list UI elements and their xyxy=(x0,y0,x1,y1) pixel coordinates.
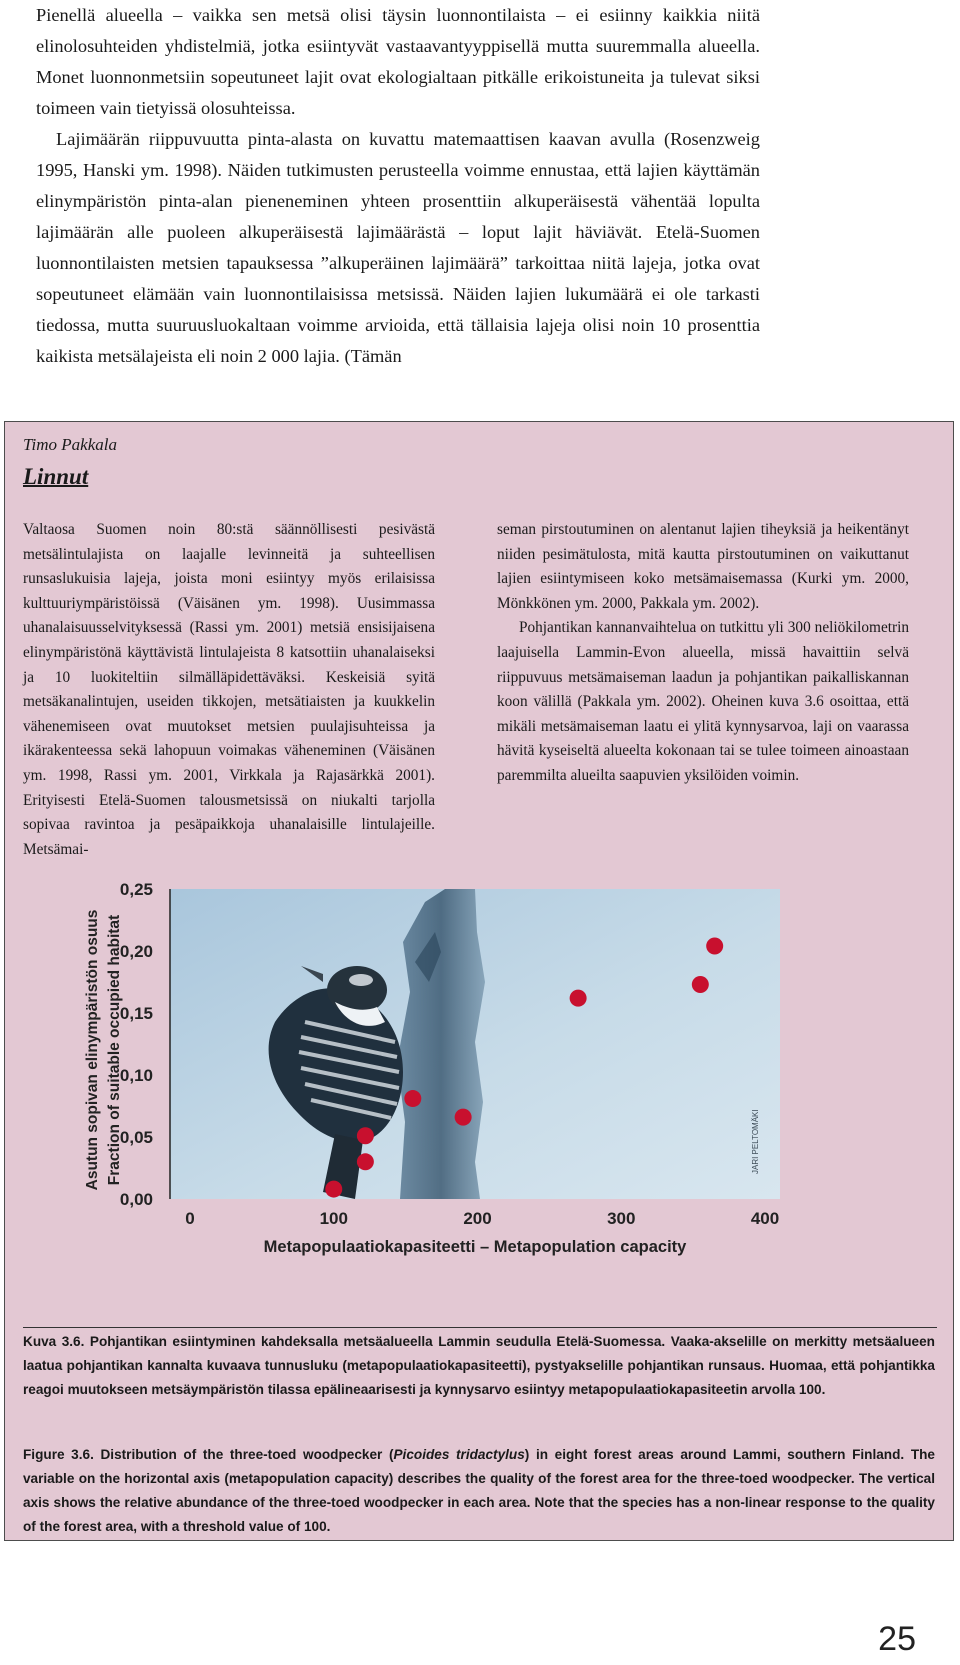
data-point xyxy=(570,990,587,1007)
species-name: Picoides tridactylus xyxy=(393,1447,525,1462)
data-point xyxy=(357,1153,374,1170)
data-point xyxy=(455,1109,472,1126)
x-tick-label: 300 xyxy=(607,1209,636,1228)
y-tick-label: 0,20 xyxy=(119,942,153,961)
y-tick-label: 0,15 xyxy=(119,1004,153,1023)
x-tick-label: 0 xyxy=(185,1209,195,1228)
box-right-column xyxy=(497,518,909,789)
x-axis-label: Metapopulaatiokapasiteetti – Metapopulation capacity xyxy=(263,1238,687,1256)
y-tick-label: 0,00 xyxy=(119,1190,153,1209)
caption-text: Figure 3.6. Distribution of the three-toed woodpecker ( xyxy=(23,1447,394,1462)
paragraph: Pienellä alueella – vaikka sen metsä olisi täysin luonnontilaista – ei esiinny kaikkia niitä elinolosuhteiden yhdistelmiä, jotka esiintyvät vastaavantyyppisellä mutta suuremmalla alueella. Monet luonnonmetsiin sopeutuneet lajit ovat ekologialtaan pitkälle erikoistuneita ja tulevat siksi toimeen vain tietyissä olosuhteissa. xyxy=(36,5,760,118)
y-tick-label: 0,25 xyxy=(119,880,153,899)
data-point xyxy=(404,1090,421,1107)
caption-text: ) in eight forest areas around Lammi, southern Finland. The variable on the horizontal axis (metapopulation capacity) describes the quality of the forest area for the three-toed woodpecker. The vertical axis shows the relative abundance of the three-toed woodpecker in each area. Note that the species has a non-linear response to the quality of the forest area, with a threshold value of 100. xyxy=(23,1447,935,1534)
box-title: Linnut xyxy=(23,464,89,489)
paragraph: Lajimäärän riippuvuutta pinta-alasta on kuvattu matemaattisen kaavan avulla (Rosenzweig 1995, Hanski ym. 1998). Näiden tutkimusten perusteella voimme ennustaa, että lajien käyttämän elinympäristön pinta-alan pieneneminen yhteen prosenttiin alkuperäisestä vähentää lopulta lajimäärän alle puoleen alkuperäisestä lajimäärästä – loput lajit häviävät. Etelä-Suomen luonnontilaisten metsien tapauksessa ”alkuperäinen lajimäärä” tarkoittaa niitä lajeja, jotka ovat sopeutuneet elämään vain luonnontilaisissa metsissä. Näiden lajien lukumäärä ei ole tarkasti tiedossa, mutta suuruusluokaltaan voimme arvioida, että tällaisia lajeja olisi noin 10 prosenttia kaikista metsälajeista eli noin 2 000 lajia. (Tämän xyxy=(36,129,760,366)
data-point xyxy=(325,1181,342,1198)
figure-3-6 xyxy=(5,872,955,1312)
y-tick-label: 0,05 xyxy=(119,1128,153,1147)
x-tick-label: 200 xyxy=(463,1209,492,1228)
figure-caption-fi: Kuva 3.6. Pohjantikan esiintyminen kahdeksalla metsäalueella Lammin seudulla Etelä-Suomessa. Vaaka-akselille on merkitty metsäalueen laatua pohjantikan kannalta kuvaava tunnusluku (metapopulaatiokapasiteetti), pystyakselille pohjantikan runsaus. Huomaa, että pohjantikka reagoi muutokseen metsäympäristön tilassa epälineaarisesti ja kynnysarvo esiintyy metapopulaatiokapasiteetin arvolla 100. xyxy=(23,1334,935,1397)
x-tick-label: 400 xyxy=(750,1209,780,1228)
paragraph: Valtaosa Suomen noin 80:stä säännöllisesti pesivästä metsälintulajista on laajalle levinneitä ja suhteellisen runsaslukuisia lajeja, joista moni esiintyy myös erilaisissa kulttuuriympäristöissä (Väisänen ym. 1998). Uusimmassa uhanalaisuusselvityksessä (Rassi ym. 2001) metsiä ensisijaisena elinympäristönä käyttävistä lintulajeista 8 katsottiin uhanalaiseksi ja 10 luokiteltiin silmälläpidettäväksi. Keskeisiä syitä metsäkanalintujen, useiden tikkojen, metsätiaisten ja kuukkelin vähenemiseen ovat muutokset metsien puulajisuhteissa ja ikärakenteessa sekä lahopuun voimakas väheneminen (Väisänen ym. 1998, Rassi ym. 2001, Virkkala ja Rajasärkkä 2001). Erityisesti Etelä-Suomen talousmetsissä on niukalti tarjolla sopivaa ravintoa ja pesäpaikkoja uhanalaisille lintulajeille. Metsämai- xyxy=(23,521,435,858)
y-tick-label: 0,10 xyxy=(119,1066,153,1085)
photo-credit: JARI PELTOMÄKI xyxy=(751,1109,760,1174)
data-point xyxy=(706,938,723,955)
data-point xyxy=(692,976,709,993)
caption-divider xyxy=(23,1327,937,1328)
paragraph: seman pirstoutuminen on alentanut lajien tiheyksiä ja heikentänyt niiden pesimätulosta, mitä kautta pirstoutuminen on vaikuttanut lajien esiintymiseen koko metsämaisemassa (Kurki ym. 2000, Mönkkönen ym. 2000, Pakkala ym. 2002). xyxy=(497,521,909,612)
data-point xyxy=(357,1127,374,1144)
sidebar-box-birds xyxy=(4,421,954,1541)
paragraph: Pohjantikan kannanvaihtelua on tutkittu yli 300 neliökilometrin laajuisella Lammin-Evon alueella, missä havaittiin selvä riippuvuus metsämaiseman laadun ja pohjantikan paikalliskannan koon välillä (Pakkala ym. 2002). Oheinen kuva 3.6 osoittaa, että mikäli metsämaiseman laatu ei ylitä kynnysarvoa, laji on vaarassa hävitä kyseiseltä alueelta kokonaan tai se tulee toimeen ainoastaan paremmilta alueilta saapuvien yksilöiden voimin. xyxy=(497,619,909,784)
main-text xyxy=(36,0,760,372)
y-axis-label-fi: Asutun sopivan elinympäristön osuus xyxy=(84,909,101,1191)
woodpecker-photo xyxy=(170,889,780,1199)
page-number: 25 xyxy=(878,1620,916,1658)
box-left-column xyxy=(23,518,435,862)
x-tick-label: 100 xyxy=(319,1209,348,1228)
y-axis-label-en: Fraction of suitable occupied habitat xyxy=(106,914,123,1186)
scatter-chart xyxy=(5,872,955,1312)
box-author: Timo Pakkala xyxy=(23,435,117,454)
figure-caption-en xyxy=(23,1443,935,1539)
